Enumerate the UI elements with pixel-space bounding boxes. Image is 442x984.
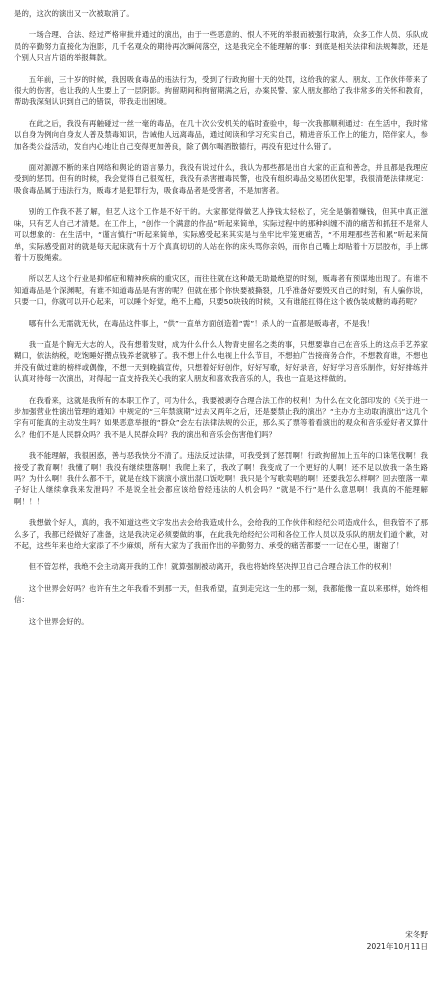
paragraph-determination: 但不管怎样，我绝不会主动离开我的工作！就算强制被动离开，我也将始终坚决捍卫自己合理合法工作的权利！ — [28, 562, 396, 572]
paragraph-industry: 所以艺人这个行业是抑郁症和精神疾病的重灾区，而往往就在这种最无助最绝望的时刻，贩毒者有预谋地出现了。有谁不知道毒品是个深渊呢，有谁不知道毒品是有害的呢？但就在那个你快要被撕裂，几乎准备好要毁灭自己的时刻，有人骗你说，只要一口，你就可以开心起来，可以睡个好觉，绝不上瘾，只要50块钱的时候，又有谁能扛得住这个被伪装成糖的毒药呢？ — [14, 274, 428, 307]
paragraph-apology: 我想做个好人，真的，我不知道这些文字发出去会给我造成什么，会给我的工作伙伴和经纪公司造成什么，但我管不了那么多了，我都已经做好了准备，这是我决定必须要做的事，在此我先给经纪公司和各位工作人员以及乐队的朋友们道个歉，对不起，这些年来也给大家添了不少麻烦，所有大家为了我而作出的辛勤努力、承受的痛苦都要一一记在心里，谢谢了！ — [14, 518, 428, 551]
paragraph-opening: 是的，这次的演出又一次被取消了。 — [14, 9, 134, 18]
paragraph-artist-work: 别的工作我不甚了解，但艺人这个工作是不好干的。大家都觉得做艺人挣钱太轻松了，完全是躺着赚钱，但其中真正滋味，只有艺人自己才清楚。在工作上，“创作一个满意的作品”听起来简单，实际过程中的那种纠缠不清的痛苦和抓狂不是常人可以想象的：在生活中，“谨言慎行”听起来简单，实际感受起来其实是与坐牢比牢笼更痛苦，“不用理那些苦和累”听起来简单，实际感受面对的就是每天起床就有十万个真真切切的人站在你的床头骂你亲妈，而你自己嘴上却贴着十万层胶布，手上绑着十万股绳索。 — [14, 207, 428, 262]
paragraph-rights: 在我看来，这就是我所有的本职工作了，可为什么，我要被剥夺合理合法工作的权利！为什么在文化部印发的《关于进一步加强营业性演出管理的通知》中规定的“三年禁演期”过去又两年之后，还是要禁止我的演出？“主办方主动取消演出”这几个字有可能真的主动发生吗？如果恶意举报的“群众”会左右法律法规的公正，那么买了票等着看演出的观众和音乐爱好者又算什么？他们不是人民群众吗？我不是人民群众吗？我的演出和音乐会伤害他们吗？ — [14, 395, 428, 439]
paragraph-history: 五年前，三十岁的时候，我因吸食毒品的违法行为，受到了行政拘留十天的处罚，这给我的家人、朋友、工作伙伴带来了很大的伤害，也让我的人生要上了一层阴影。拘留期间和拘留期满之后，办案民警、家人朋友都给了我非常多的关怀和教育，帮助我深刻认识到自己的错误，带我走出困境。 — [14, 74, 428, 107]
paragraph-question: 这个世界会好吗？也许有生之年我看不到那一天，但我希望，直到走完这一生的那一刻，我都能像一直以来那样，始终相信： — [14, 583, 428, 605]
paragraph-closing: 这个世界会好的。 — [28, 616, 89, 626]
paragraph-ambition: 我一直是个胸无大志的人，没有想着发财，成为什么什么人物青史留名之类的事，只想要靠自己在音乐上的这点手艺养家糊口，依法纳税，吃饱睡好攒点钱养老就够了。我不想上什么电视上什么节目，不想拍广告接商务合作，不想教育谁，不想也并没有做过谁的榜样或偶像，不想一天到晚搞宣传，只想着好好创作，好好写歌，好好录音，好好学习音乐制作，好好排练并认真对待每一次演出，对得起一直支持我关心我的家人朋友和喜欢我音乐的人，我也一直是这样做的。 — [14, 339, 428, 384]
paragraph-since-then: 在此之后，我没有再触碰过一丝一毫的毒品，在几十次公安机关的临时查验中，每一次我都顺利通过：在生活中，我时常以自身为例向自身友人普及禁毒知识，告诫他人远离毒品，通过阅读和学习充实自己，精进音乐工作上的能力，陪伴家人，参加各类公益活动，发自内心地让自己变得更加善良，除了偶尔喝酒散德行，再没有犯过什么错了。 — [14, 118, 428, 151]
signature-name: 宋冬野 — [405, 930, 428, 939]
paragraph-cancellation: 一场合理、合法、经过严格审批并通过的演出，由于一些恶意的、恨人不死的举报而被强行取消，众多工作人员、乐队成员的辛勤努力直接化为泡影，几千名观众的期待再次瞬间落空，这是我完全不能理解的事：到底是相关法律和法规舞款，还是个别人只言片语的举报舞款。 — [14, 30, 428, 63]
signature-date: 2021年10月11日 — [366, 942, 428, 951]
paragraph-confusion: 我不能理解，我很困惑，善与恶我快分不清了。违法反过法律，可我受到了惩罚啊！行政拘留加上五年的口诛笔伐啊！我接受了教育啊！我懂了啊！我没有继续堕落啊！我爬上来了，我改了啊！我变成了一个更好的人啊！还不足以放我一条生路吗？为什么啊！我什么都不干，就是在线下演演小演出混口饭吃啊！我只是个写歌卖唱的啊！还要我怎么样啊？回去堕落一辈子好让人继续拿我来发泄吗？不是说全社会都应该给曾经违法的人机会吗？“就是不行”是什么意思啊！我真的不能理解啊！！！ — [14, 451, 428, 506]
paragraph-supply-demand: 哪有什么无需就无伙，在毒品这件事上，“供”一直单方面创造着“需”！杀人的一直都是贩毒者，不是我！ — [28, 318, 375, 328]
paragraph-online-violence: 面对源源不断的来自网络和舆论的语言暴力，我没有说过什么，我认为那些都是出自大家的正直和善念，并且都是我理应受到的惩罚。但有的时候，我会觉得自己很冤枉，我没有杀害摧毒民警，也没有组织毒品交易团伙犯罪，我很清楚法律规定：吸食毒品属于违法行为，贩毒才是犯罪行为，吸食毒品者是受害者，不是加害者。 — [14, 163, 428, 195]
